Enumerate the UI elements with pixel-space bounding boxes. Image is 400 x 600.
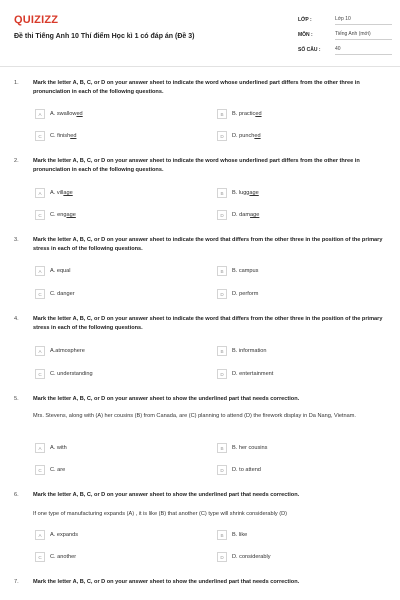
- option-letter-box: A: [35, 266, 45, 276]
- question-prompt: Mark the letter A, B, C, or D on your answer sheet to show the underlined part that needs correction.: [33, 492, 300, 498]
- header-divider: [0, 66, 400, 67]
- option-letter-box: B: [217, 346, 227, 356]
- answer-option-a[interactable]: [35, 109, 83, 119]
- option-letter-box: C: [35, 131, 45, 141]
- option-text: D. punched: [232, 133, 261, 139]
- option-text: A. expands: [50, 532, 78, 538]
- option-text: A. equal: [50, 268, 71, 274]
- option-text: C. engage: [50, 212, 76, 218]
- option-text: B. like: [232, 532, 248, 538]
- answer-option-b[interactable]: [217, 346, 267, 356]
- option-letter-box: C: [35, 210, 45, 220]
- option-letter-box: C: [35, 552, 45, 562]
- option-letter-box: D: [217, 369, 227, 379]
- answer-option-b[interactable]: [217, 443, 267, 453]
- question-prompt: Mark the letter A, B, C, or D on your answer sheet to indicate the word whose underlined part differs from the other three in pronunciation in each of the following questions.: [33, 80, 360, 95]
- answer-option-a[interactable]: [35, 530, 78, 540]
- answer-option-d[interactable]: [217, 289, 258, 299]
- meta-count-value: 40: [335, 46, 392, 55]
- option-text: A. swallowed: [50, 111, 83, 117]
- answer-option-d[interactable]: [217, 552, 271, 562]
- option-letter-box: D: [217, 131, 227, 141]
- option-text: C. are: [50, 467, 66, 473]
- answer-option-a[interactable]: [35, 346, 85, 356]
- question-number: 2.: [14, 158, 19, 164]
- option-letter-box: C: [35, 369, 45, 379]
- answer-option-a[interactable]: [35, 188, 73, 198]
- option-text: B. information: [232, 348, 267, 354]
- option-letter-box: A: [35, 109, 45, 119]
- option-letter-box: B: [217, 188, 227, 198]
- question-prompt: Mark the letter A, B, C, or D on your answer sheet to indicate the word that differs from the other three in the position of the primary stress in each of the following questions.: [33, 316, 383, 331]
- option-letter-box: A: [35, 188, 45, 198]
- option-text: C. danger: [50, 291, 75, 297]
- answer-option-d[interactable]: [217, 465, 261, 475]
- option-text: D. damage: [232, 212, 260, 218]
- option-letter-box: D: [217, 210, 227, 220]
- option-letter-box: D: [217, 289, 227, 299]
- option-text: D. considerably: [232, 554, 271, 560]
- option-letter-box: C: [35, 465, 45, 475]
- option-text: D. perform: [232, 291, 259, 297]
- option-text: B. practiced: [232, 111, 262, 117]
- question-prompt: Mark the letter A, B, C, or D on your answer sheet to indicate the word whose underlined part differs from the other three in pronunciation in each of the following questions.: [33, 158, 360, 173]
- quizizz-logo: QUIZIZZ: [14, 14, 59, 26]
- answer-option-a[interactable]: [35, 266, 71, 276]
- answer-option-c[interactable]: [35, 552, 76, 562]
- option-letter-box: B: [217, 109, 227, 119]
- option-letter-box: B: [217, 266, 227, 276]
- question-passage: Mrs. Stevens, along with (A) her cousins (B) from Canada, are (C) planning to attend (D) the firework display in Da Nang, Vietnam.: [33, 413, 356, 419]
- answer-option-c[interactable]: [35, 369, 93, 379]
- question-passage: If one type of manufacturing expands (A) , it is like (B) that another (C) type will shrink considerably (D): [33, 511, 287, 517]
- meta-subject-label: MÔN :: [298, 32, 313, 38]
- meta-count-label: SỐ CÂU :: [298, 47, 321, 53]
- option-text: B. luggage: [232, 190, 259, 196]
- option-text: C. understanding: [50, 371, 93, 377]
- answer-option-d[interactable]: [217, 369, 273, 379]
- meta-subject-row: [298, 29, 392, 41]
- answer-option-c[interactable]: [35, 289, 75, 299]
- question-number: 4.: [14, 316, 19, 322]
- meta-subject-value: Tiếng Anh (mới): [335, 31, 392, 40]
- question-number: 1.: [14, 80, 19, 86]
- option-text: C. finished: [50, 133, 77, 139]
- option-text: D. entertainment: [232, 371, 274, 377]
- question-number: 5.: [14, 396, 19, 402]
- option-text: A. village: [50, 190, 73, 196]
- question-number: 3.: [14, 237, 19, 243]
- option-letter-box: B: [217, 443, 227, 453]
- option-text: D. to attend: [232, 467, 261, 473]
- option-letter-box: C: [35, 289, 45, 299]
- question-number: 6.: [14, 492, 19, 498]
- answer-option-b[interactable]: [217, 530, 247, 540]
- answer-option-c[interactable]: [35, 131, 76, 141]
- option-letter-box: A: [35, 530, 45, 540]
- option-text: A. with: [50, 445, 67, 451]
- answer-option-a[interactable]: [35, 443, 67, 453]
- answer-option-b[interactable]: [217, 266, 258, 276]
- answer-option-b[interactable]: [217, 109, 262, 119]
- option-text: C. another: [50, 554, 77, 560]
- answer-option-d[interactable]: [217, 210, 259, 220]
- meta-class-label: LỚP :: [298, 17, 312, 23]
- answer-option-b[interactable]: [217, 188, 259, 198]
- meta-class-value: Lớp 10: [335, 16, 392, 25]
- option-text: B. her cousins: [232, 445, 268, 451]
- option-text: A.atmosphere: [50, 348, 85, 354]
- answer-option-c[interactable]: [35, 210, 76, 220]
- worksheet-title: Đề thi Tiếng Anh 10 Thí điểm Học kì 1 có đáp án (Đề 3): [14, 33, 195, 40]
- option-text: B. campus: [232, 268, 259, 274]
- answer-option-c[interactable]: [35, 465, 65, 475]
- question-prompt: Mark the letter A, B, C, or D on your answer sheet to show the underlined part that needs correction.: [33, 579, 300, 585]
- option-letter-box: D: [217, 552, 227, 562]
- option-letter-box: D: [217, 465, 227, 475]
- question-prompt: Mark the letter A, B, C, or D on your answer sheet to show the underlined part that needs correction.: [33, 396, 300, 402]
- meta-count-row: [298, 44, 392, 56]
- option-letter-box: A: [35, 443, 45, 453]
- answer-option-d[interactable]: [217, 131, 261, 141]
- question-prompt: Mark the letter A, B, C, or D on your answer sheet to indicate the word that differs from the other three in the position of the primary stress in each of the following questions.: [33, 237, 383, 252]
- option-letter-box: A: [35, 346, 45, 356]
- meta-class-row: [298, 14, 392, 26]
- question-number: 7.: [14, 579, 19, 585]
- option-letter-box: B: [217, 530, 227, 540]
